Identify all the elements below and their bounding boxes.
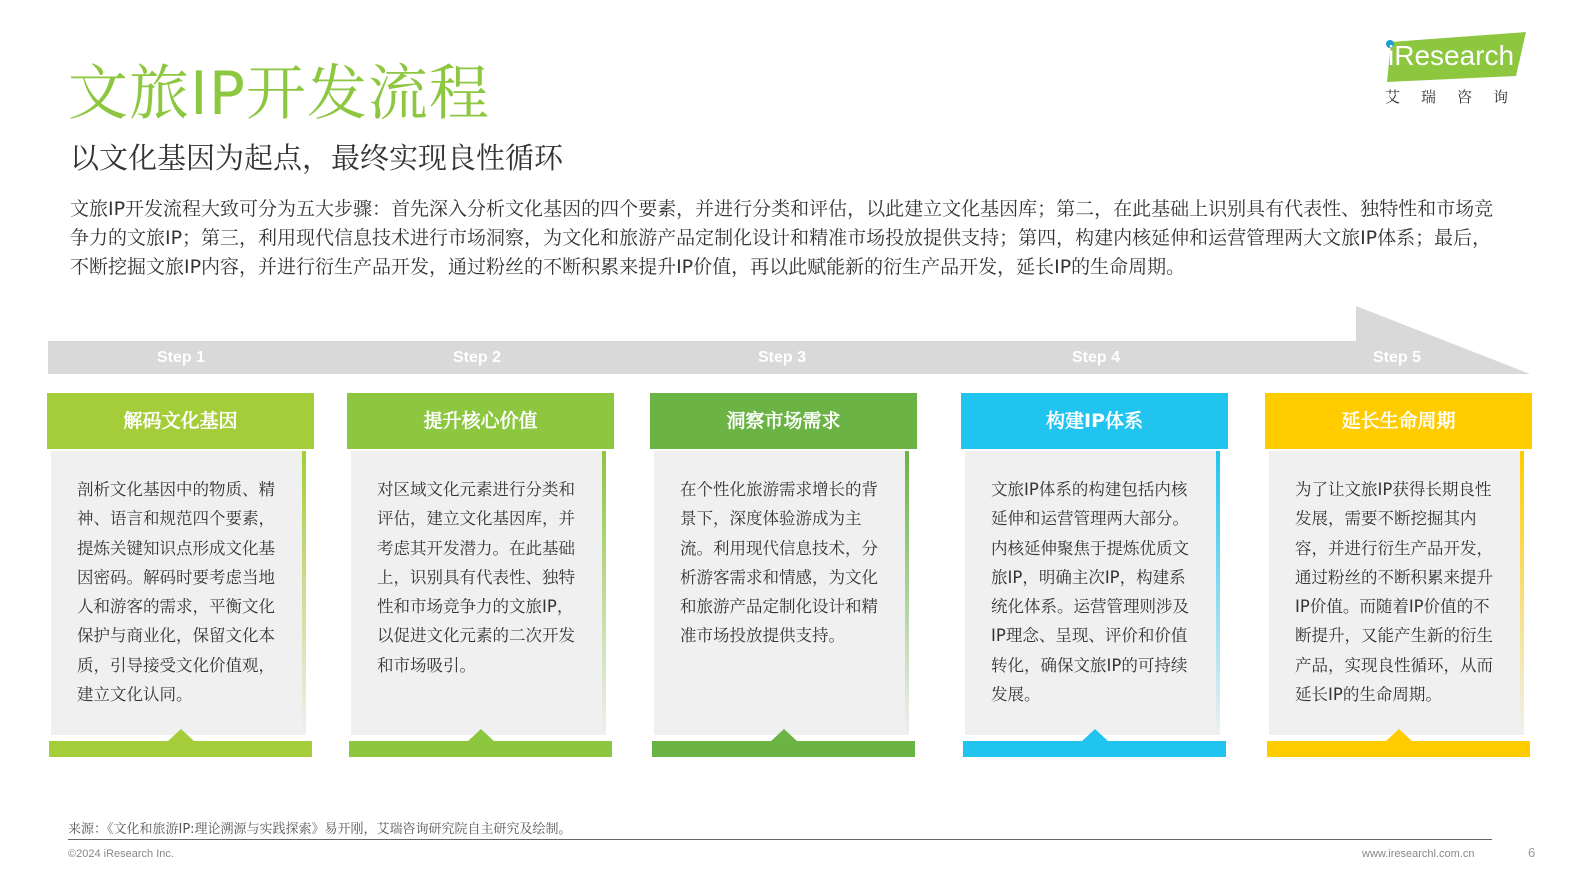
- step-card-text: 为了让文旅IP获得长期良性发展，需要不断挖掘其内容，并进行衍生产品开发，通过粉丝的不断积累来提升IP价值。而随着IP价值的不断提升，又能产生新的衍生产品，实现良性循环，从而延长IP的生命周期。: [1295, 480, 1493, 705]
- step-card-2: [347, 393, 614, 759]
- page-subtitle: 以文化基因为起点，最终实现良性循环: [70, 141, 564, 175]
- website-link[interactable]: www.iresearchl.com.cn: [1362, 848, 1475, 860]
- step-label-5: Step 5: [1372, 349, 1421, 366]
- copyright: ©2024 iResearch Inc.: [68, 848, 174, 860]
- step-card-footer-bar: [49, 741, 312, 757]
- step-card-5: [1265, 393, 1532, 759]
- step-card-3: [650, 393, 917, 759]
- step-card-1: [47, 393, 314, 759]
- step-card-footer-bar: [652, 741, 915, 757]
- step-card-text: 对区域文化元素进行分类和评估，建立文化基因库，并考虑其开发潜力。在此基础上，识别具有代表性、独特性和市场竞争力的文旅IP，以促进文化元素的二次开发和市场吸引。: [377, 480, 575, 675]
- source-note: 来源：《文化和旅游IP:理论溯源与实践探索》易开刚，艾瑞咨询研究院自主研究及绘制。: [68, 822, 572, 837]
- step-card-title: 延长生命周期: [1265, 393, 1532, 449]
- step-card-footer-bar: [349, 741, 612, 757]
- step-card-footer-bar: [963, 741, 1226, 757]
- logo-subtext: 艾瑞咨询: [1385, 88, 1530, 106]
- page-title: 文旅IP开发流程: [68, 59, 490, 129]
- step-card-title: 解码文化基因: [47, 393, 314, 449]
- step-label-4: Step 4: [1071, 349, 1120, 366]
- step-card-text: 在个性化旅游需求增长的背景下，深度体验游成为主流。利用现代信息技术，分析游客需求和情感，为文化和旅游产品定制化设计和精准市场投放提供支持。: [680, 480, 878, 646]
- step-card-title: 洞察市场需求: [650, 393, 917, 449]
- step-card-title: 提升核心价值: [347, 393, 614, 449]
- step-label-3: Step 3: [757, 349, 806, 366]
- page-number: 6: [1528, 845, 1536, 860]
- step-card-4: [961, 393, 1228, 759]
- step-card-footer-bar: [1267, 741, 1530, 757]
- step-label-2: Step 2: [452, 349, 501, 366]
- step-label-1: Step 1: [156, 349, 205, 366]
- step-card-text: 文旅IP体系的构建包括内核延伸和运营管理两大部分。内核延伸聚焦于提炼优质文旅IP，明确主次IP，构建系统化体系。运营管理则涉及IP理念、呈现、评价和价值转化，确保文旅IP的可持续发展。: [991, 480, 1189, 705]
- step-card-title: 构建IP体系: [961, 393, 1228, 449]
- intro-paragraph: 文旅IP开发流程大致可分为五大步骤：首先深入分析文化基因的四个要素，并进行分类和评估，以此建立文化基因库；第二，在此基础上识别具有代表性、独特性和市场竞争力的文旅IP；第三，利用现代信息技术进行市场洞察，为文化和旅游产品定制化设计和精准市场投放提供支持；第四，构建内核延伸和运营管理两大文旅IP体系；最后，不断挖掘文旅IP内容，并进行衍生产品开发，通过粉丝的不断积累来提升IP价值，再以此赋能新的衍生产品开发，延长IP的生命周期。: [70, 198, 1494, 278]
- footer-divider: [68, 839, 1492, 840]
- step-card-text: 剖析文化基因中的物质、精神、语言和规范四个要素，提炼关键知识点形成文化基因密码。解码时要考虑当地人和游客的需求，平衡文化保护与商业化，保留文化本质，引导接受文化价值观，建立文化认同。: [77, 480, 275, 705]
- logo-text: iResearch: [1388, 40, 1515, 71]
